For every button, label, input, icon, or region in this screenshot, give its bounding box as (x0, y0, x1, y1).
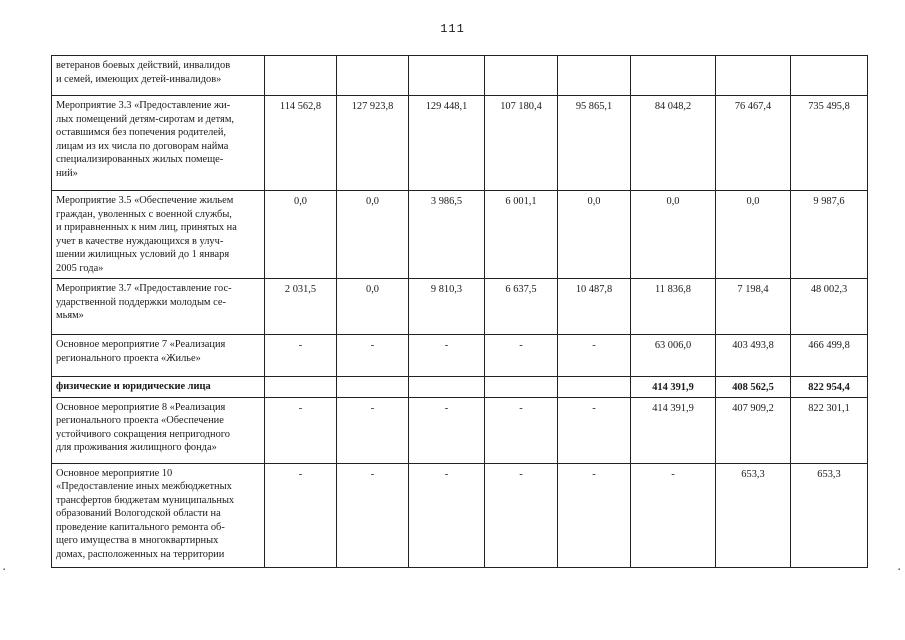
value-cell: - (265, 463, 337, 567)
value-cell: - (485, 335, 558, 377)
scan-margin-mark-right: ▪ (898, 567, 901, 573)
value-cell: - (558, 397, 631, 463)
value-cell (485, 377, 558, 398)
row-description: Мероприятие 3.5 «Обеспечение жильем граждан, уволенных с военной службы, и приравненных к ним лиц, принятых на учет в качестве нуждающихся в улуч- шении жилищных условий до 1 января 2005 года» (52, 191, 265, 279)
value-cell: 466 499,8 (791, 335, 868, 377)
value-cell: 407 909,2 (716, 397, 791, 463)
value-cell: 414 391,9 (631, 377, 716, 398)
value-cell (558, 377, 631, 398)
value-cell (409, 56, 485, 96)
value-cell: 129 448,1 (409, 96, 485, 191)
table-row (52, 96, 868, 191)
budget-table (51, 55, 868, 568)
value-cell (409, 377, 485, 398)
value-cell: - (558, 335, 631, 377)
value-cell: 822 301,1 (791, 397, 868, 463)
value-cell: - (409, 397, 485, 463)
value-cell (485, 56, 558, 96)
value-cell: 653,3 (716, 463, 791, 567)
value-cell: 735 495,8 (791, 96, 868, 191)
value-cell: 107 180,4 (485, 96, 558, 191)
table-row (52, 56, 868, 96)
value-cell: 48 002,3 (791, 279, 868, 335)
value-cell: 0,0 (716, 191, 791, 279)
value-cell: 11 836,8 (631, 279, 716, 335)
table-row (52, 279, 868, 335)
value-cell: 84 048,2 (631, 96, 716, 191)
value-cell (558, 56, 631, 96)
value-cell (265, 377, 337, 398)
value-cell: 822 954,4 (791, 377, 868, 398)
value-cell (337, 377, 409, 398)
value-cell: 0,0 (558, 191, 631, 279)
table-row (52, 463, 868, 567)
value-cell: 0,0 (337, 191, 409, 279)
value-cell (337, 56, 409, 96)
page-number: 111 (440, 22, 465, 36)
value-cell: 2 031,5 (265, 279, 337, 335)
value-cell: - (558, 463, 631, 567)
value-cell: 9 810,3 (409, 279, 485, 335)
value-cell: 6 637,5 (485, 279, 558, 335)
value-cell: - (485, 463, 558, 567)
row-description: Основное мероприятие 7 «Реализация регионального проекта «Жилье» (52, 335, 265, 377)
row-description: ветеранов боевых действий, инвалидов и семей, имеющих детей-инвалидов» (52, 56, 265, 96)
row-description: Мероприятие 3.7 «Предоставление гос- ударственной поддержки молодым се- мьям» (52, 279, 265, 335)
table-body (52, 56, 868, 568)
value-cell: 403 493,8 (716, 335, 791, 377)
value-cell: - (409, 335, 485, 377)
value-cell: 0,0 (337, 279, 409, 335)
value-cell: - (409, 463, 485, 567)
value-cell: 114 562,8 (265, 96, 337, 191)
value-cell: 76 467,4 (716, 96, 791, 191)
value-cell (265, 56, 337, 96)
value-cell: - (337, 463, 409, 567)
row-description: физические и юридические лица (52, 377, 265, 398)
value-cell: 95 865,1 (558, 96, 631, 191)
row-description: Основное мероприятие 8 «Реализация регионального проекта «Обеспечение устойчивого сокращения непригодного для проживания жилищного фонда» (52, 397, 265, 463)
value-cell: 9 987,6 (791, 191, 868, 279)
value-cell (631, 56, 716, 96)
value-cell: 414 391,9 (631, 397, 716, 463)
table-row (52, 335, 868, 377)
table-row (52, 397, 868, 463)
value-cell: - (337, 397, 409, 463)
value-cell: 0,0 (265, 191, 337, 279)
value-cell: 10 487,8 (558, 279, 631, 335)
value-cell: - (485, 397, 558, 463)
table-row (52, 377, 868, 398)
row-description: Основное мероприятие 10 «Предоставление иных межбюджетных трансфертов бюджетам муниципальных образований Вологодской области на проведение капитального ремонта об- щего имущества в многоквартирных домах, расположенных на территории (52, 463, 265, 567)
value-cell: 63 006,0 (631, 335, 716, 377)
value-cell: 0,0 (631, 191, 716, 279)
value-cell: - (265, 397, 337, 463)
value-cell (716, 56, 791, 96)
value-cell: 127 923,8 (337, 96, 409, 191)
table-row (52, 191, 868, 279)
value-cell: - (631, 463, 716, 567)
value-cell: 653,3 (791, 463, 868, 567)
value-cell (791, 56, 868, 96)
value-cell: 3 986,5 (409, 191, 485, 279)
value-cell: 408 562,5 (716, 377, 791, 398)
row-description: Мероприятие 3.3 «Предоставление жи- лых помещений детям-сиротам и детям, оставшимся без попечения родителей, лицам из их числа по договорам найма специализированных жилых помеще- ний» (52, 96, 265, 191)
value-cell: 6 001,1 (485, 191, 558, 279)
value-cell: - (265, 335, 337, 377)
scan-margin-mark-left: ▪ (3, 567, 6, 573)
value-cell: - (337, 335, 409, 377)
value-cell: 7 198,4 (716, 279, 791, 335)
